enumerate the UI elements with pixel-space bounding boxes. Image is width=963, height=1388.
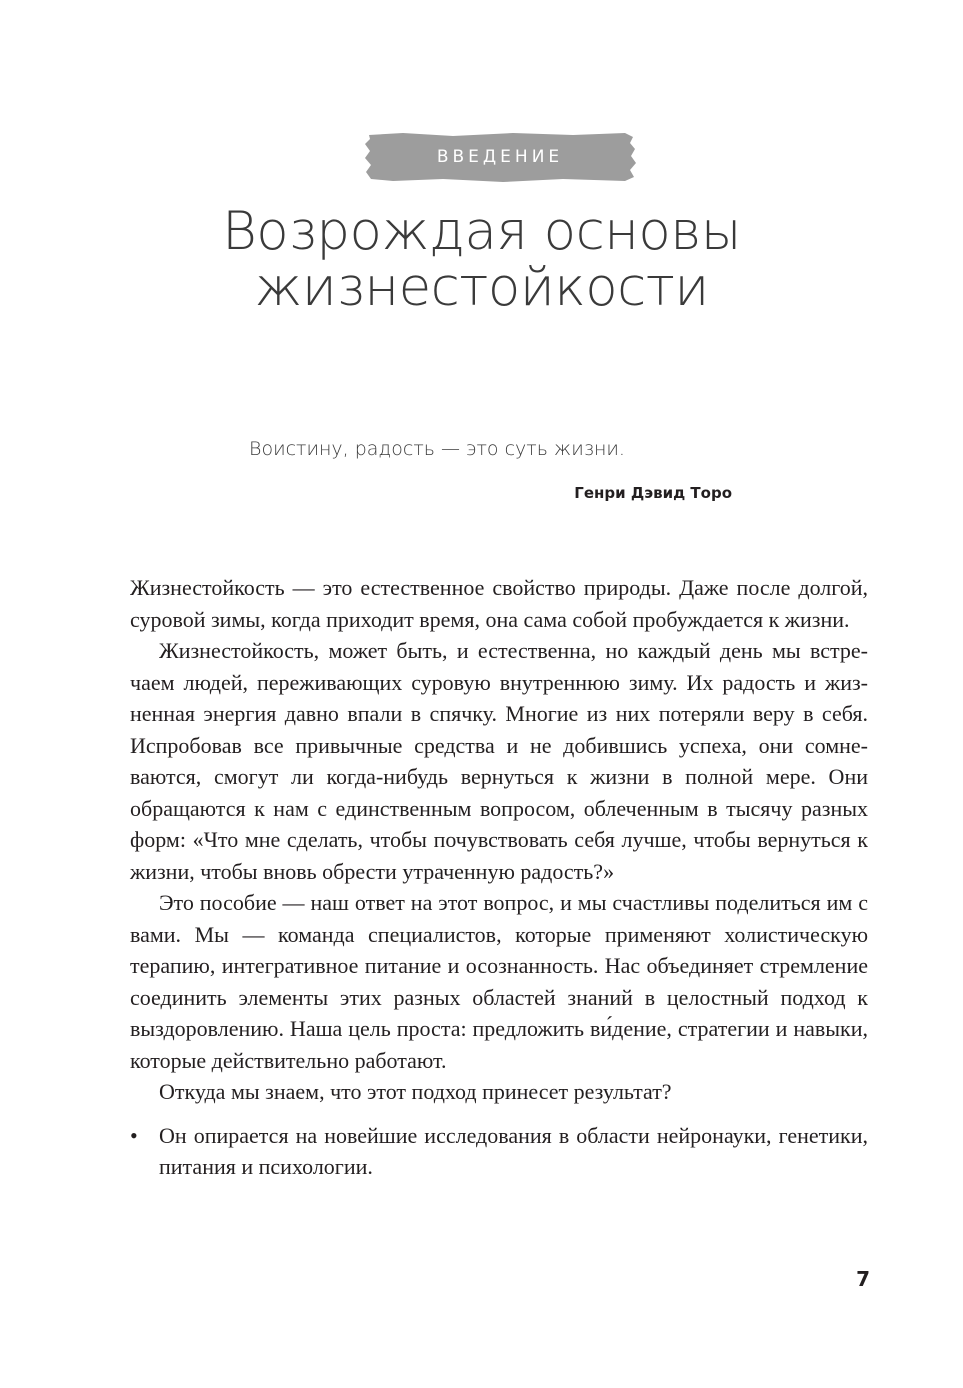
bullet-list xyxy=(130,1120,868,1183)
chapter-label: ВВЕДЕНИЕ xyxy=(436,147,564,167)
bullet-icon: • xyxy=(130,1122,138,1148)
page-number: 7 xyxy=(856,1267,870,1291)
epigraph-author: Генри Дэвид Торо xyxy=(574,484,732,502)
chapter-title-line-2: жизнестойкости xyxy=(254,257,709,318)
paragraph: Жизнестойкость — это естественное свойство природы. Даже после долгой, суровой зимы, когда приходит время, она сама собой пробуждается к жизни. xyxy=(130,575,868,632)
list-item xyxy=(130,1120,868,1183)
paragraph: Это пособие — наш ответ на этот вопрос, и мы счастливы поделиться им с вами. Мы — команда специалистов, которые применяют холистическую терапию, интегративное питание и осознанность. Нас объединяет стремление соединить элементы этих разных областей знаний в целостный подход к выздоровлению. Наша цель проста: предложить ви́дение, стратегии и навыки, которые действительно работают. xyxy=(130,890,868,1073)
epigraph-quote: Воистину, радость — это суть жизни. xyxy=(249,438,625,460)
paragraph: Откуда мы знаем, что этот подход принесет результат? xyxy=(159,1079,672,1104)
chapter-badge xyxy=(363,131,637,183)
list-item-text: Он опирается на новейшие исследования в области нейронауки, генетики, питания и психологии. xyxy=(159,1122,868,1179)
chapter-title xyxy=(0,201,963,318)
body-text xyxy=(130,572,868,1183)
chapter-title-line-1: Возрождая основы xyxy=(222,201,741,262)
paragraph: Жизнестойкость, может быть, и естественна, но каждый день мы встречаем людей, переживающих суровую внутреннюю зиму. Их радость и жизненная энергия давно впали в спячку. Многие из них потеряли веру в себя. Испробовав все привычные средства и не добившись успеха, они сомневаются, смогут ли когда-нибудь вернуться к жизни в полной мере. Они обращаются к нам с единственным вопросом, облеченным в тысячу разных форм: «Что мне сделать, чтобы почувствовать себя лучше, чтобы вернуться к жизни, чтобы вновь обрести утраченную радость?» xyxy=(130,638,868,884)
